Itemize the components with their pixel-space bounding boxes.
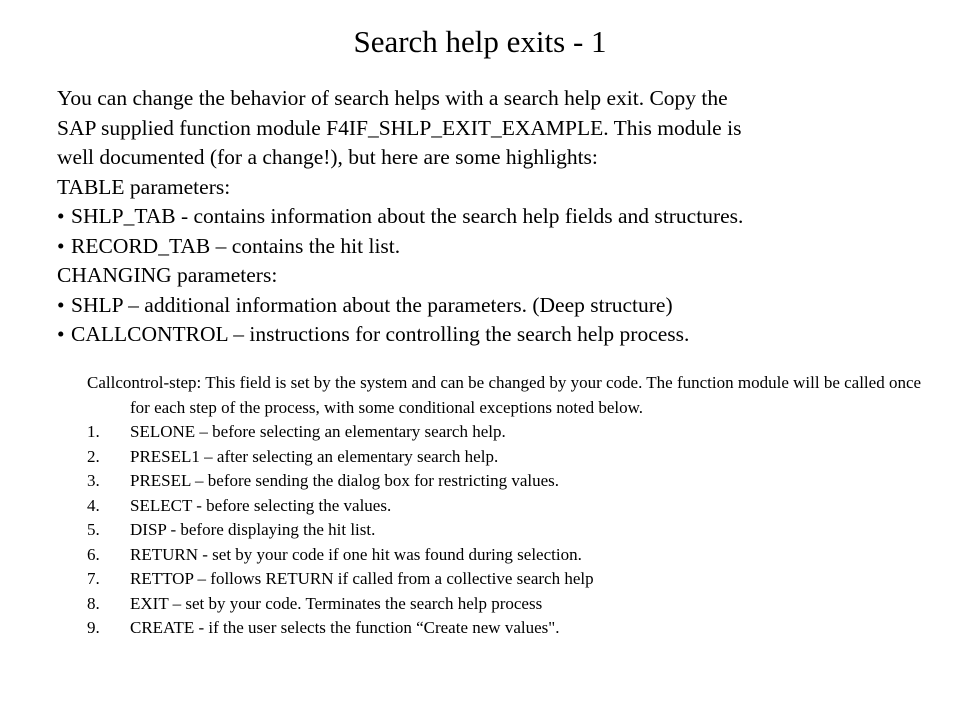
list-item [87, 616, 947, 641]
list-item [87, 445, 947, 470]
bullet-icon: • [57, 204, 65, 228]
intro-line: SAP supplied function module F4IF_SHLP_EXIT_EXAMPLE. This module is [57, 115, 742, 140]
changing-bullet-item [57, 291, 937, 321]
intro-line: You can change the behavior of search helps with a search help exit. Copy the [57, 86, 728, 110]
step-text: RETURN - set by your code if one hit was found during selection. [130, 544, 582, 564]
changing-parameters-heading: CHANGING parameters: [57, 263, 278, 287]
step-number: 9. [87, 618, 100, 637]
list-item [87, 567, 947, 592]
table-bullet-item [57, 232, 937, 262]
step-number: 5. [87, 520, 100, 539]
step-number: 1. [87, 422, 100, 441]
main-text-block [57, 84, 937, 350]
list-item [87, 543, 947, 568]
list-item [87, 420, 947, 445]
list-item [87, 469, 947, 494]
bullet-icon: • [57, 233, 65, 258]
step-text: SELONE – before selecting an elementary search help. [130, 422, 506, 441]
step-text: RETTOP – follows RETURN if called from a collective search help [130, 569, 594, 588]
step-number: 4. [87, 495, 100, 515]
callcontrol-steps-list [87, 420, 947, 641]
table-bullet-item [57, 202, 937, 232]
list-item [87, 518, 947, 543]
step-number: 6. [87, 544, 100, 564]
slide-title: Search help exits - 1 [353, 24, 607, 59]
list-item [87, 494, 947, 519]
table-parameters-heading: TABLE parameters: [57, 174, 231, 199]
step-text: EXIT – set by your code. Terminates the search help process [130, 593, 543, 613]
step-text: PRESEL – before sending the dialog box for restricting values. [130, 471, 560, 490]
step-number: 7. [87, 569, 100, 588]
list-item [87, 592, 947, 617]
bullet-text: CALLCONTROL – instructions for controlling the search help process. [71, 322, 690, 346]
step-number: 2. [87, 446, 100, 466]
bullet-icon: • [57, 322, 65, 346]
step-number: 8. [87, 593, 100, 613]
step-text: CREATE - if the user selects the function “Create new values". [130, 618, 560, 637]
step-text: SELECT - before selecting the values. [130, 495, 392, 515]
callcontrol-description: Callcontrol-step: This field is set by the system and can be changed by your code. The function module will be called once for each step of the process, with some conditional exceptions noted below. [87, 373, 922, 417]
changing-bullet-item [57, 320, 937, 350]
step-text: PRESEL1 – after selecting an elementary search help. [130, 446, 499, 466]
step-text: DISP - before displaying the hit list. [130, 520, 376, 539]
bullet-text: SHLP – additional information about the parameters. (Deep structure) [71, 292, 673, 317]
callcontrol-block [87, 371, 947, 641]
bullet-text: RECORD_TAB – contains the hit list. [71, 233, 401, 258]
bullet-text: SHLP_TAB - contains information about the search help fields and structures. [71, 204, 744, 228]
step-number: 3. [87, 471, 100, 490]
intro-line: well documented (for a change!), but here are some highlights: [57, 145, 598, 169]
bullet-icon: • [57, 292, 65, 317]
